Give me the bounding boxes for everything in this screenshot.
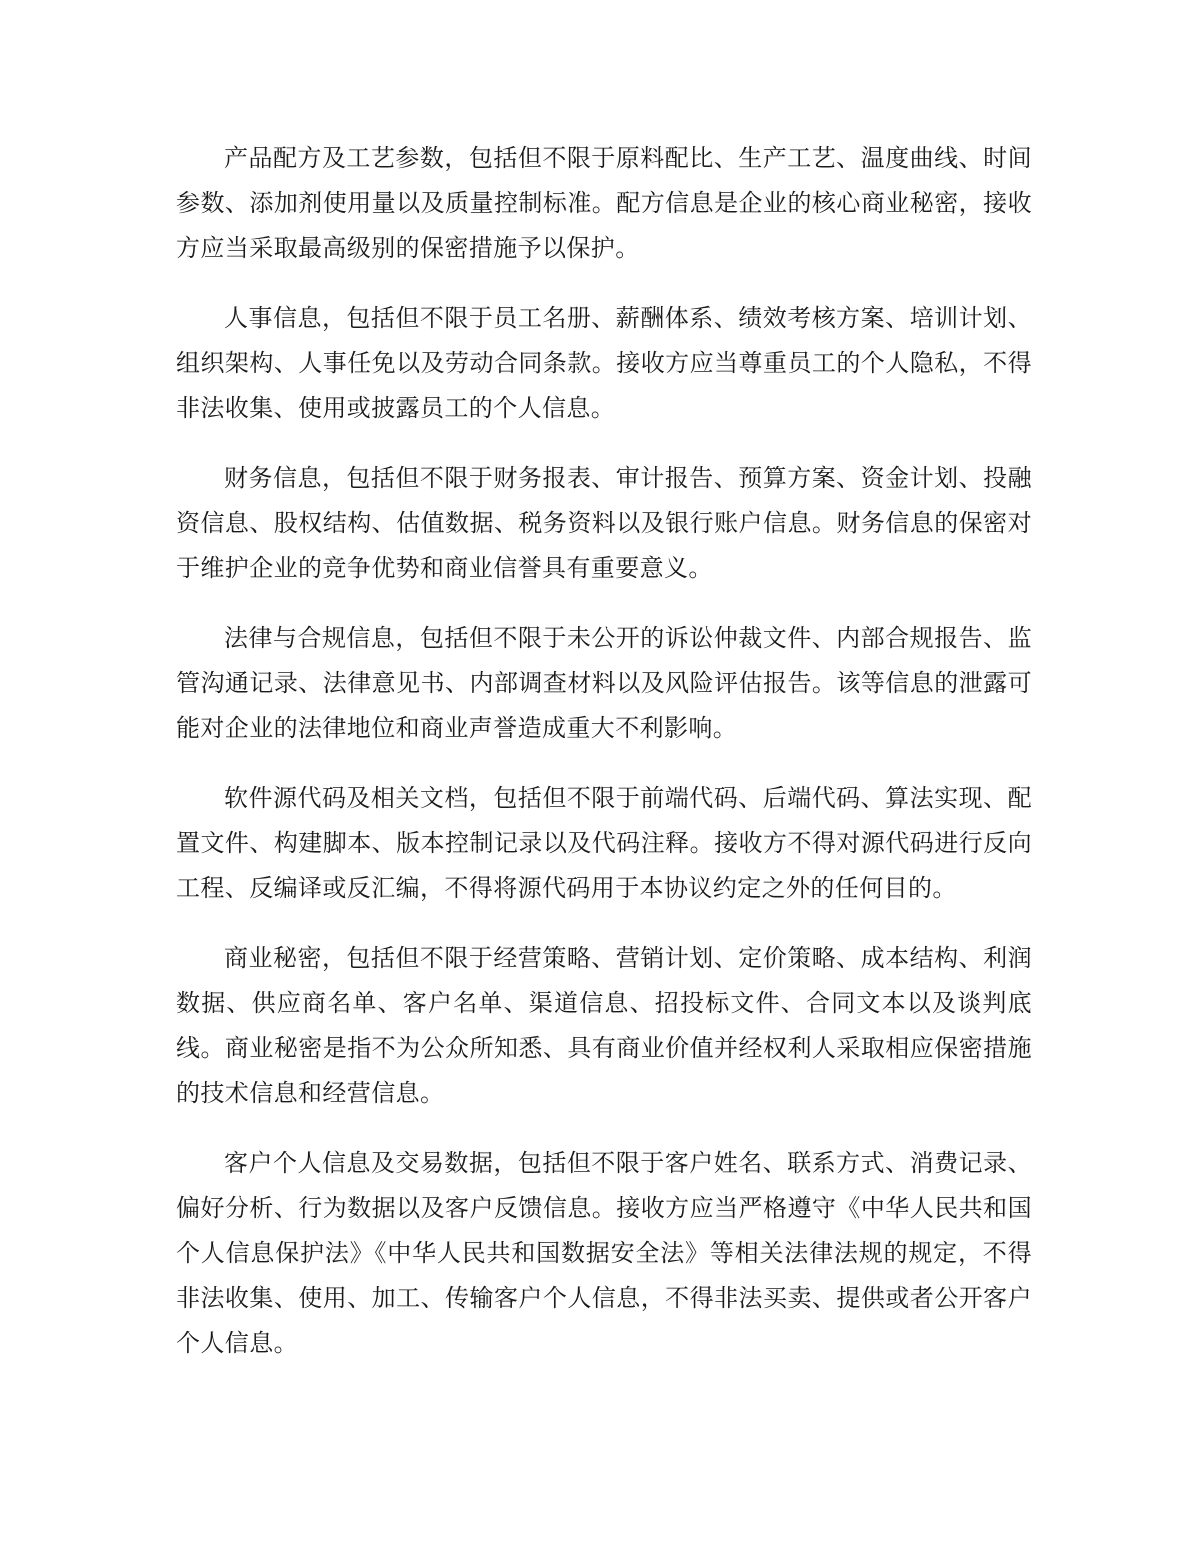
paragraph-finance: 财务信息，包括但不限于财务报表、审计报告、预算方案、资金计划、投融资信息、股权结构、估值数据、税务资料以及银行账户信息。财务信息的保密对于维护企业的竞争优势和商业信誉具有重要意义。 — [176, 464, 1032, 582]
paragraph-legal: 法律与合规信息，包括但不限于未公开的诉讼仲裁文件、内部合规报告、监管沟通记录、法律意见书、内部调查材料以及风险评估报告。该等信息的泄露可能对企业的法律地位和商业声誉造成重大不利影响。 — [176, 624, 1032, 742]
paragraph-customer-data: 客户个人信息及交易数据，包括但不限于客户姓名、联系方式、消费记录、偏好分析、行为数据以及客户反馈信息。接收方应当严格遵守《中华人民共和国个人信息保护法》《中华人民共和国数据安全法》等相关法律法规的规定，不得非法收集、使用、加工、传输客户个人信息，不得非法买卖、提供或者公开客户个人信息。 — [176, 1149, 1032, 1357]
paragraph-personnel: 人事信息，包括但不限于员工名册、薪酬体系、绩效考核方案、培训计划、组织架构、人事任免以及劳动合同条款。接收方应当尊重员工的个人隐私，不得非法收集、使用或披露员工的个人信息。 — [176, 304, 1032, 422]
paragraph-formula: 产品配方及工艺参数，包括但不限于原料配比、生产工艺、温度曲线、时间参数、添加剂使用量以及质量控制标准。配方信息是企业的核心商业秘密，接收方应当采取最高级别的保密措施予以保护。 — [176, 144, 1032, 262]
paragraph-trade-secrets: 商业秘密，包括但不限于经营策略、营销计划、定价策略、成本结构、利润数据、供应商名单、客户名单、渠道信息、招投标文件、合同文本以及谈判底线。商业秘密是指不为公众所知悉、具有商业价值并经权利人采取相应保密措施的技术信息和经营信息。 — [176, 944, 1032, 1107]
document-body — [176, 136, 1032, 1391]
paragraph-source-code: 软件源代码及相关文档，包括但不限于前端代码、后端代码、算法实现、配置文件、构建脚本、版本控制记录以及代码注释。接收方不得对源代码进行反向工程、反编译或反汇编，不得将源代码用于本协议约定之外的任何目的。 — [176, 784, 1032, 902]
